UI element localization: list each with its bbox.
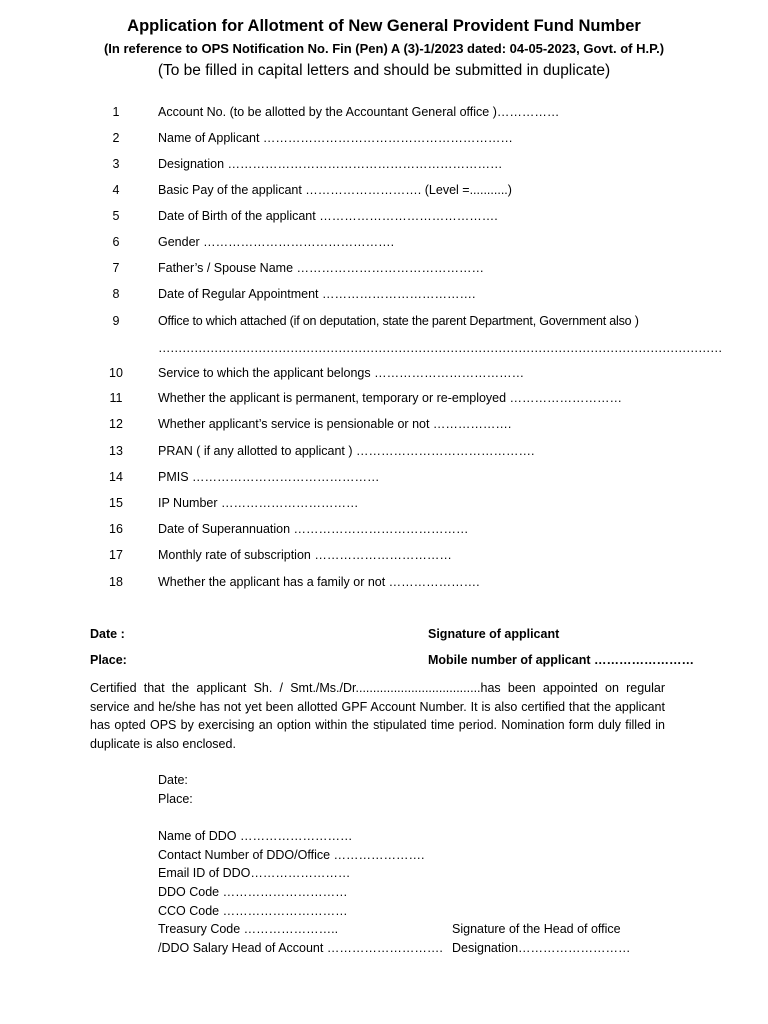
- ddo-place-label: Place:: [158, 792, 193, 806]
- form-item: [0, 444, 768, 464]
- item-number: 18: [109, 575, 123, 589]
- item-text: PRAN ( if any allotted to applicant ) …………………………………….: [158, 444, 535, 458]
- form-item: [0, 417, 768, 437]
- item-number: 7: [112, 261, 120, 275]
- date-label: Date :: [90, 627, 125, 641]
- item-text: Whether applicant’s service is pensionable or not ……………….: [158, 417, 512, 431]
- ddo-code-field: DDO Code …………………………: [158, 885, 348, 899]
- item-number: 6: [112, 235, 120, 249]
- place-label: Place:: [90, 653, 127, 667]
- item-number: 12: [109, 417, 123, 431]
- item-number: 15: [109, 496, 123, 510]
- item-text: IP Number ……………………………: [158, 496, 359, 510]
- form-item: [0, 183, 768, 203]
- notification-reference: (In reference to OPS Notification No. Fin (Pen) A (3)-1/2023 dated: 04-05-2023, Govt. of H.P.): [103, 41, 665, 56]
- item-number: 1: [112, 105, 120, 119]
- certificate-paragraph: Certified that the applicant Sh. / Smt./Ms./Dr....................................has been appointed on regular service and he/she has not yet been allotted GPF Account Number. It is also certified that the applicant has opted OPS by exercising an option within the stipulated time period. Nomination form duly filled in duplicate is also enclosed.: [90, 681, 665, 751]
- form-item: [0, 261, 768, 281]
- form-item: [0, 287, 768, 307]
- item-number: 10: [109, 366, 123, 380]
- form-item: [0, 366, 768, 386]
- item-text: Designation …………………………………………………………: [158, 157, 503, 171]
- item-number: 8: [112, 287, 120, 301]
- form-item: [0, 157, 768, 177]
- form-item: [0, 470, 768, 490]
- item-text: Basic Pay of the applicant ………………………. (Level =...........): [158, 183, 512, 197]
- form-item: [0, 522, 768, 542]
- item-text: Date of Birth of the applicant …………………………………….: [158, 209, 498, 223]
- form-item: [0, 496, 768, 516]
- ddo-email-field: Email ID of DDO……………………: [158, 866, 351, 880]
- item-number: 16: [109, 522, 123, 536]
- item-9-continuation: ……………………………………………………………………………………………………………………………: [158, 341, 722, 355]
- treasury-code-field: Treasury Code …………………..: [158, 922, 339, 936]
- ddo-date-label: Date:: [158, 773, 188, 787]
- ddo-contact-field: Contact Number of DDO/Office ………………….: [158, 848, 425, 862]
- item-text: PMIS ………………………………………: [158, 470, 380, 484]
- item-text: Whether the applicant is permanent, temporary or re-employed ………………………: [158, 391, 623, 405]
- item-text: Office to which attached (if on deputation, state the parent Department, Government also ): [158, 314, 639, 328]
- form-item: [0, 131, 768, 151]
- item-text: Monthly rate of subscription ……………………………: [158, 548, 452, 562]
- form-item: [0, 575, 768, 595]
- item-text: Name of Applicant ……………………………………………………: [158, 131, 513, 145]
- applicant-signature-label: Signature of applicant: [428, 627, 560, 641]
- form-item: [0, 235, 768, 255]
- head-of-office-designation-label: Designation………………………: [452, 941, 631, 955]
- form-item: [0, 105, 768, 125]
- salary-head-field: /DDO Salary Head of Account ……………………….: [158, 941, 443, 955]
- item-number: 2: [112, 131, 120, 145]
- ddo-name-field: Name of DDO ………………………: [158, 829, 353, 843]
- form-item: [0, 391, 768, 411]
- item-number: 13: [109, 444, 123, 458]
- item-text: Date of Superannuation ……………………………………: [158, 522, 469, 536]
- head-of-office-signature-label: Signature of the Head of office: [452, 922, 621, 936]
- form-item: [0, 548, 768, 568]
- item-text: Whether the applicant has a family or not ………………….: [158, 575, 480, 589]
- applicant-mobile-label: Mobile number of applicant ……………………: [428, 653, 694, 667]
- item-text: Service to which the applicant belongs ………………………………: [158, 366, 525, 380]
- form-title: Application for Allotment of New General Provident Fund Number: [127, 17, 641, 35]
- item-number: 14: [109, 470, 123, 484]
- item-number: 5: [112, 209, 120, 223]
- item-number: 11: [109, 391, 123, 405]
- item-text: Date of Regular Appointment ……………………………….: [158, 287, 476, 301]
- item-number: 9: [112, 314, 120, 328]
- form-item: [0, 314, 768, 334]
- item-text: Father’s / Spouse Name ………………………………………: [158, 261, 484, 275]
- item-number: 17: [109, 548, 123, 562]
- item-number: 3: [112, 157, 120, 171]
- form-item: [0, 209, 768, 229]
- cco-code-field: CCO Code …………………………: [158, 904, 348, 918]
- item-text: Account No. (to be allotted by the Accountant General office )……………: [158, 105, 560, 119]
- item-number: 4: [112, 183, 120, 197]
- item-text: Gender ……………………………………….: [158, 235, 395, 249]
- fill-instruction: (To be filled in capital letters and should be submitted in duplicate): [157, 62, 611, 79]
